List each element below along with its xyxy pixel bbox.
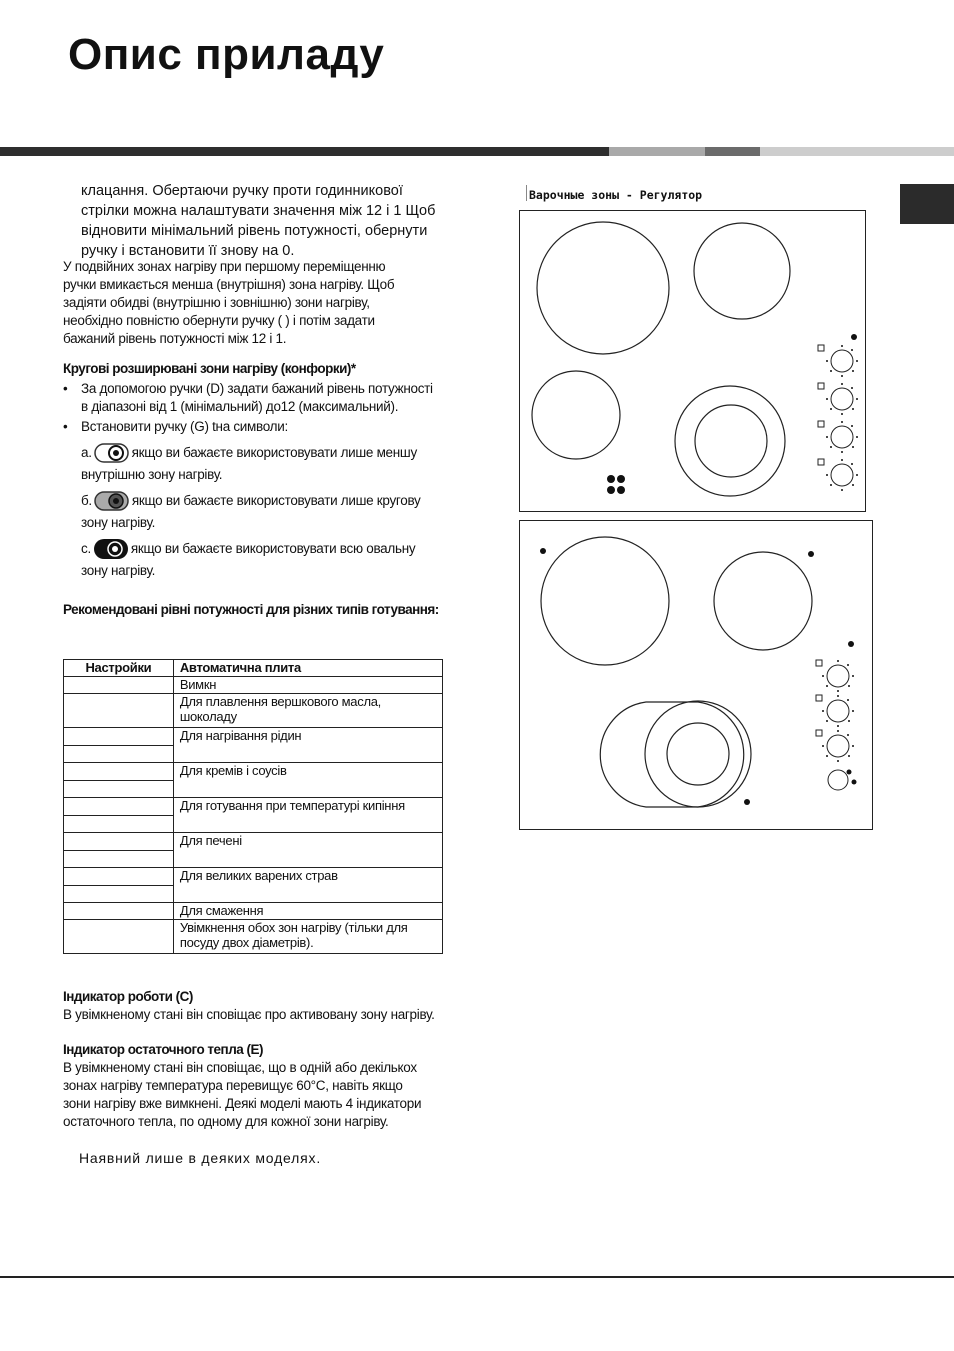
paragraph-dual-zones bbox=[63, 258, 453, 348]
inner-zone-symbol-icon bbox=[94, 442, 130, 464]
option-prefix: а. bbox=[81, 445, 92, 460]
table-cell: Для кремів і соусів bbox=[173, 763, 442, 798]
table-cell-setting bbox=[64, 903, 174, 920]
table-cell: Для нагрівання рідин bbox=[173, 728, 442, 763]
table-cell-setting bbox=[64, 728, 174, 763]
header-band-light bbox=[760, 147, 954, 156]
table-row bbox=[64, 677, 443, 694]
text-line: В увімкненому стані він сповіщає, що в одній або декількох bbox=[63, 1060, 417, 1075]
table-row bbox=[64, 728, 443, 763]
table-header: Настройки bbox=[64, 660, 174, 677]
option-text-cont: зону нагріву. bbox=[81, 515, 156, 530]
table-row bbox=[64, 868, 443, 903]
text-line: зони нагріву вже вимкнені. Деякі моделі мають 4 індикатори bbox=[63, 1096, 422, 1111]
burner-large bbox=[537, 222, 669, 354]
control-knobs bbox=[818, 345, 853, 486]
table-cell-setting bbox=[64, 833, 174, 868]
oval-zone-symbol-icon bbox=[93, 538, 129, 560]
option-a bbox=[81, 442, 461, 484]
table-cell-setting bbox=[64, 868, 174, 903]
burner-medium bbox=[714, 552, 812, 650]
table-row bbox=[64, 903, 443, 920]
text-line: необхідно повністю обернути ручку ( ) і потім задати bbox=[63, 313, 375, 328]
option-text-cont: зону нагріву. bbox=[81, 563, 156, 578]
option-prefix: с. bbox=[81, 541, 91, 556]
burner-oval bbox=[600, 702, 743, 807]
table-cell-setting bbox=[64, 677, 174, 694]
header-band-mid bbox=[609, 147, 705, 156]
option-c bbox=[81, 538, 461, 580]
burner-dual-outer bbox=[675, 386, 785, 496]
option-b bbox=[81, 490, 461, 532]
bullet-dot: • bbox=[63, 381, 68, 396]
table-cell-setting bbox=[64, 763, 174, 798]
text-line: стрілки можна налаштувати значення між 12 і 1 Щоб bbox=[81, 203, 436, 219]
option-prefix: б. bbox=[81, 493, 92, 508]
table-cell-setting bbox=[64, 694, 174, 728]
section-heading-expandable-zones: Кругові розширювані зони нагріву (конфорки)* bbox=[63, 361, 356, 376]
section-heading-operation-indicator: Індикатор роботи (C) bbox=[63, 989, 193, 1004]
table-row bbox=[64, 920, 443, 954]
power-level-table bbox=[63, 659, 443, 954]
header-band-dark bbox=[0, 147, 609, 156]
page-tab-marker bbox=[900, 184, 954, 224]
section-heading-residual-heat: Індикатор остаточного тепла (E) bbox=[63, 1042, 264, 1057]
header-band-dark2 bbox=[705, 147, 760, 156]
table-cell: Вимкн bbox=[173, 677, 442, 694]
table-cell: Для смаження bbox=[173, 903, 442, 920]
table-cell: Увімкнення обох зон нагріву (тільки для посуду двох діаметрів). bbox=[173, 920, 442, 954]
option-text: якщо ви бажаєте використовувати лише кругову bbox=[131, 493, 421, 508]
text-line: зонах нагріву температура перевищує 60°C, навіть якщо bbox=[63, 1078, 403, 1093]
table-row bbox=[64, 798, 443, 833]
cooktop-diagram-1 bbox=[519, 210, 866, 512]
option-text: якщо ви бажаєте використовувати всю овальну bbox=[130, 541, 416, 556]
option-text-cont: внутрішню зону нагріву. bbox=[81, 467, 223, 482]
table-header-row bbox=[64, 660, 443, 677]
diagram-title: Варочные зоны - Регулятор bbox=[529, 188, 703, 202]
operation-indicator-text: В увімкненому стані він сповіщає про активовану зону нагріву. bbox=[63, 1007, 435, 1022]
burner-dual-inner bbox=[695, 405, 767, 477]
text-line: в діапазоні від 1 (мінімальний) до12 (максимальний). bbox=[81, 399, 399, 414]
table-row bbox=[64, 694, 443, 728]
text-line: відновити мінімальний рівень потужності, обернути bbox=[81, 223, 428, 239]
burner-small bbox=[532, 371, 620, 459]
bullet-dot: • bbox=[63, 419, 68, 434]
list-item bbox=[63, 380, 453, 416]
text-line: остаточного тепла, по одному для кожної зони нагріву. bbox=[63, 1114, 389, 1129]
table-header: Автоматична плита bbox=[173, 660, 442, 677]
table-cell-setting bbox=[64, 920, 174, 954]
cooktop-diagram-2 bbox=[519, 520, 873, 830]
burner-medium bbox=[694, 223, 790, 319]
table-row bbox=[64, 763, 443, 798]
text-line: бажаний рівень потужності між 12 і 1. bbox=[63, 331, 287, 346]
table-cell: Для готування при температурі кипіння bbox=[173, 798, 442, 833]
text-line: ручку і встановити її знову на 0. bbox=[81, 243, 295, 259]
page-title: Опис приладу bbox=[68, 30, 385, 79]
table-cell-setting bbox=[64, 798, 174, 833]
text-line: задіяти обидві (внутрішню і зовнішню) зони нагріву, bbox=[63, 295, 370, 310]
table-row bbox=[64, 833, 443, 868]
option-text: якщо ви бажаєте використовувати лише меншу bbox=[131, 445, 417, 460]
text-line: У подвійних зонах нагріву при першому переміщенню bbox=[63, 259, 386, 274]
residual-heat-text bbox=[63, 1059, 453, 1131]
circular-zone-symbol-icon bbox=[94, 490, 130, 512]
text-line: ручки вмикається менша (внутрішня) зона нагріву. Щоб bbox=[63, 277, 395, 292]
burner-oval-inner bbox=[667, 723, 729, 785]
section-heading-power-levels: Рекомендовані рівні потужності для різних типів готування: bbox=[63, 602, 439, 617]
burner-large bbox=[541, 537, 669, 665]
diagram-title-bar bbox=[526, 185, 527, 201]
table-cell: Для плавлення вершкового масла, шоколаду bbox=[173, 694, 442, 728]
text-line: клацання. Обертаючи ручку проти годинникової bbox=[81, 183, 403, 199]
table-cell: Для великих варених страв bbox=[173, 868, 442, 903]
text-line: За допомогою ручки (D) задати бажаний рівень потужності bbox=[81, 381, 433, 396]
paragraph-knob-turn bbox=[81, 181, 461, 261]
list-item bbox=[63, 418, 453, 436]
burner-oval-outer bbox=[645, 701, 751, 807]
table-cell: Для печені bbox=[173, 833, 442, 868]
text-line: Встановити ручку (G) tна символи: bbox=[81, 419, 288, 434]
footer-rule bbox=[0, 1276, 954, 1278]
bullet-list bbox=[63, 380, 453, 436]
footnote: Наявний лише в деяких моделях. bbox=[79, 1150, 322, 1166]
